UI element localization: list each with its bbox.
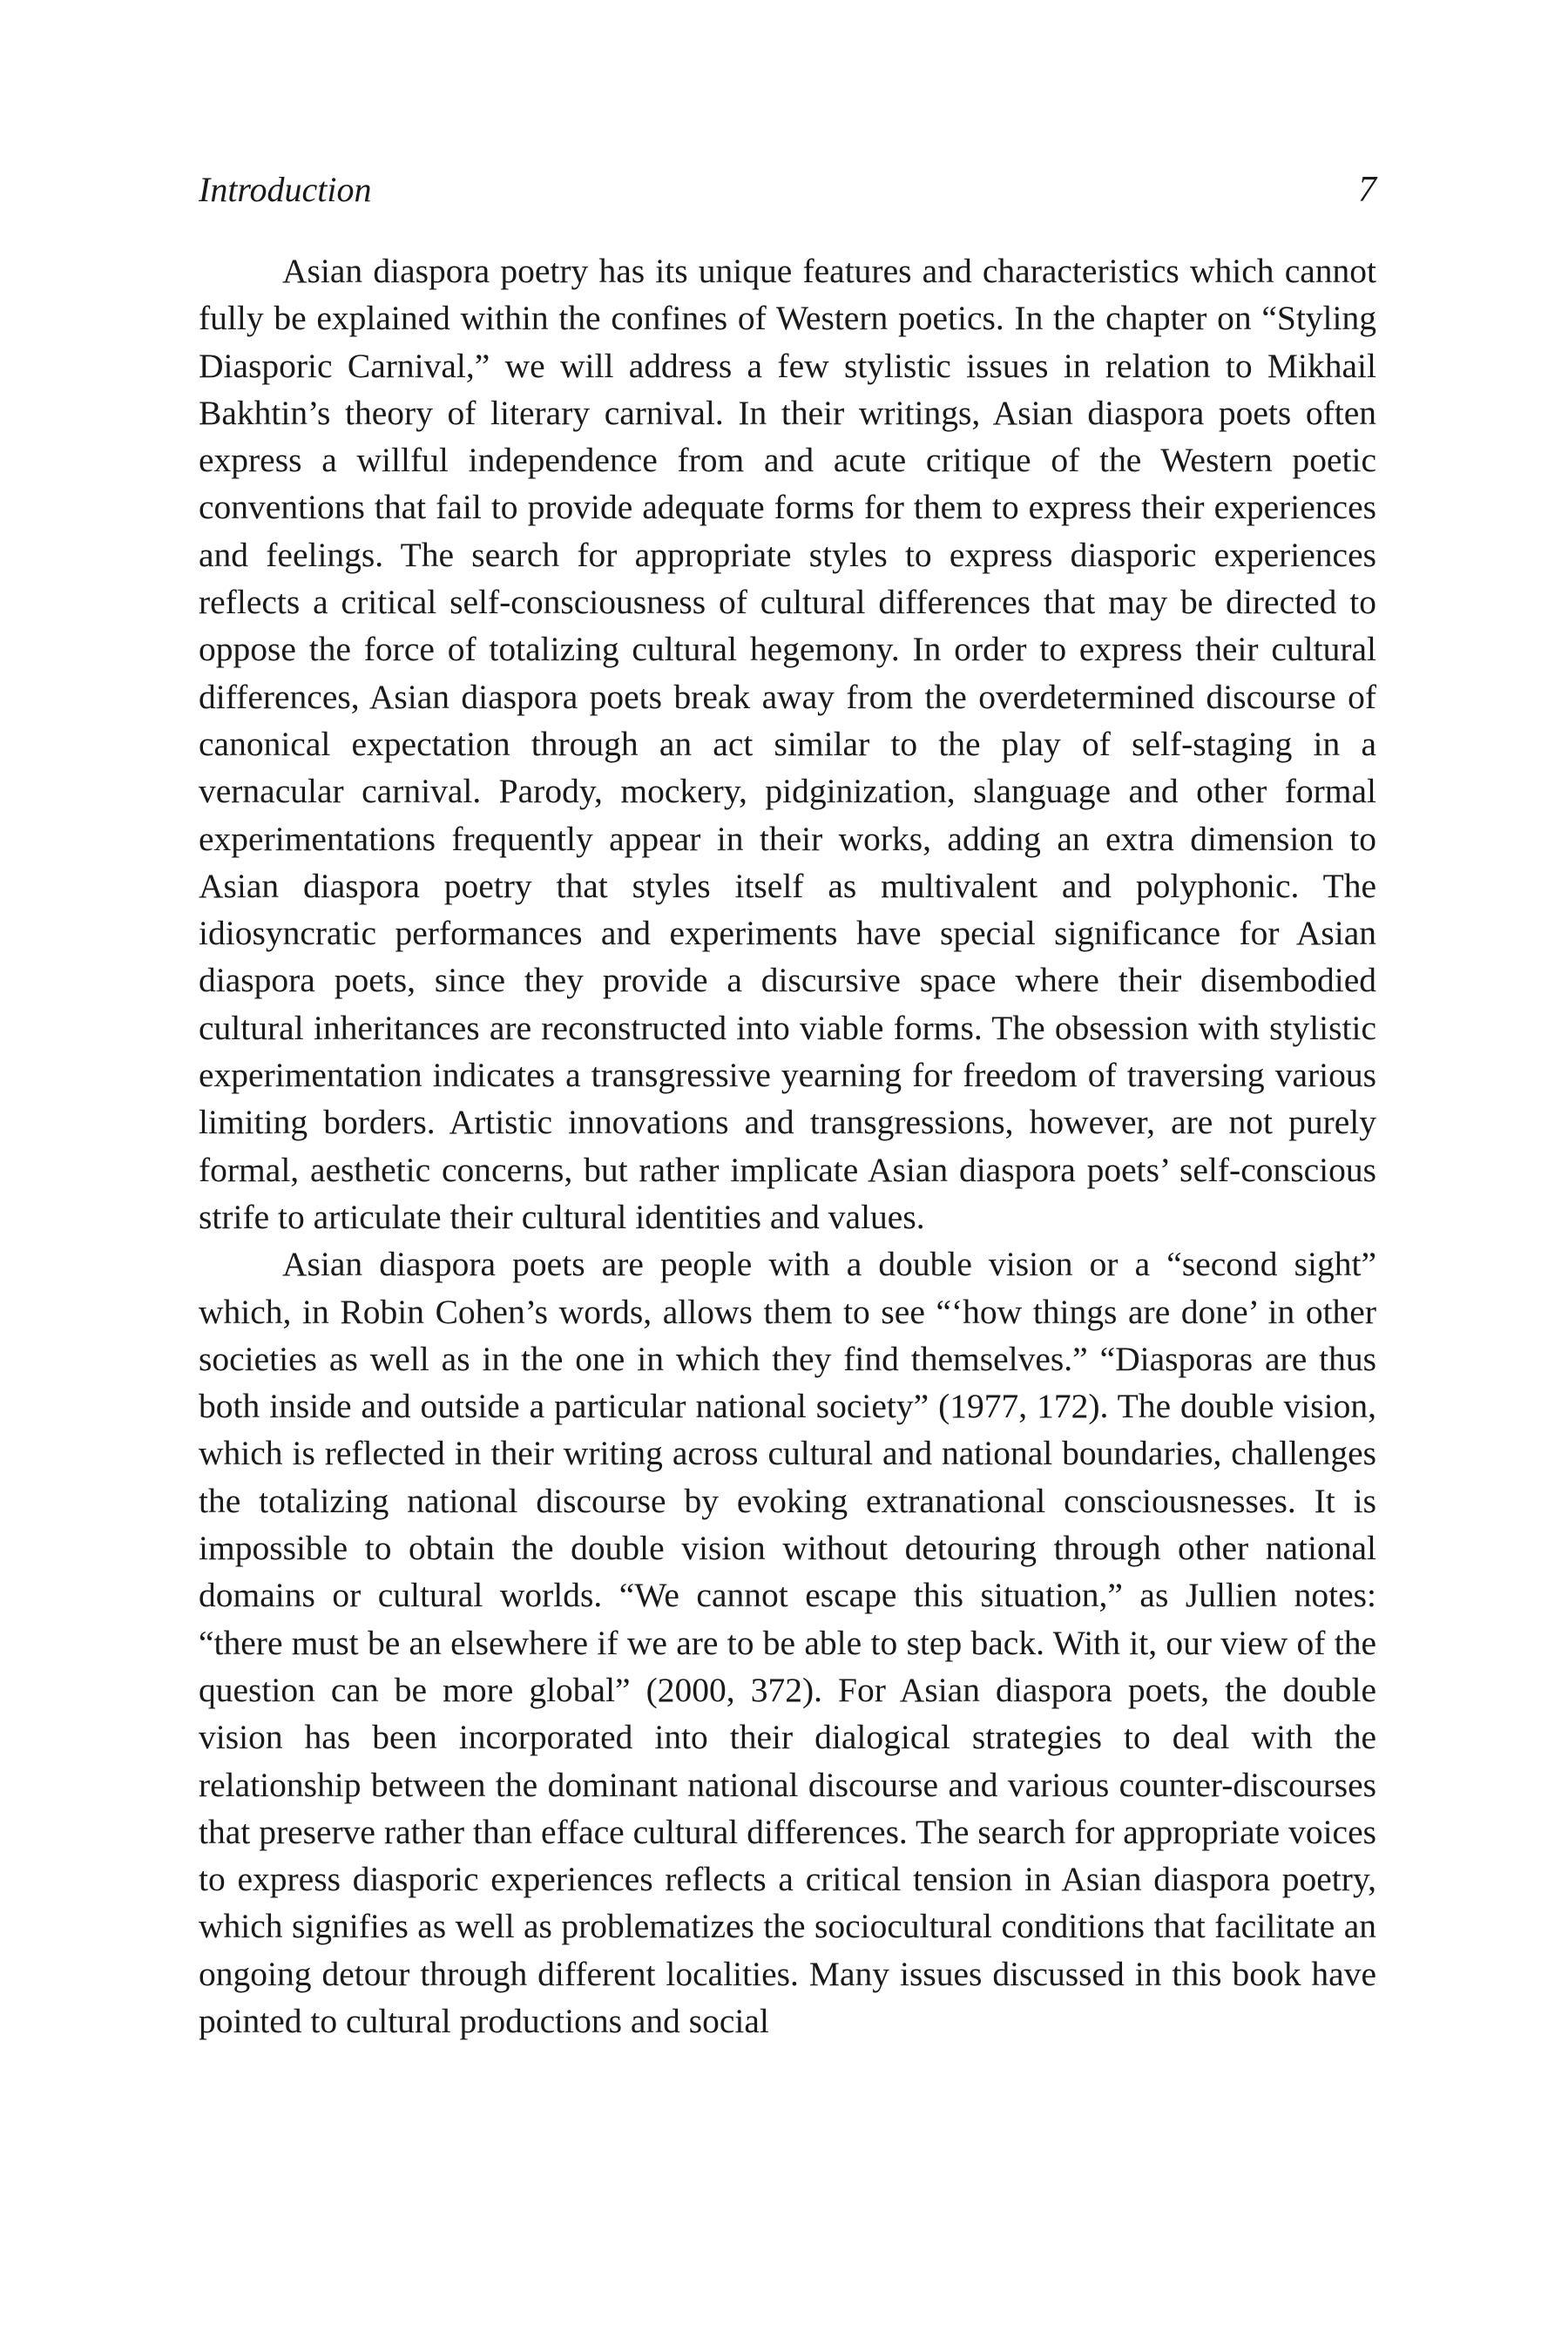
page-number: 7 [1358,170,1376,210]
book-page [199,166,1376,2044]
body-text [199,247,1376,2044]
running-head [199,166,1376,214]
running-head-title: Introduction [199,170,372,209]
paragraph-1: Asian diaspora poetry has its unique features and characteristics which cannot fully be explained within the confines of Western poetics. In the chapter on “Styling Diasporic Carnival,” we will address a few stylistic issues in relation to Mikhail Bakhtin’s theory of literary carnival. In their writings, Asian diaspora poets often express a willful independence from and acute critique of the Western poetic conventions that fail to provide adequate forms for them to express their experiences and feelings. The search for appropriate styles to express diasporic experiences reflects a critical self-consciousness of cultural differences that may be directed to oppose the force of totalizing cultural hegemony. In order to express their cultural differences, Asian diaspora poets break away from the overdetermined discourse of canonical expectation through an act similar to the play of self-staging in a vernacular carnival. Parody, mockery, pidginization, slanguage and other formal experimentations frequently appear in their works, adding an extra dimension to Asian diaspora poetry that styles itself as multivalent and polyphonic. The idiosyncratic performances and experiments have special significance for Asian diaspora poets, since they provide a discursive space where their disembodied cultural inheritances are reconstructed into viable forms. The obsession with stylistic experimentation indicates a transgressive yearning for freedom of traversing various limiting borders. Artistic innovations and transgressions, however, are not purely formal, aesthetic concerns, but rather implicate Asian diaspora poets’ self-conscious strife to articulate their cultural identities and values. [199,252,1376,1236]
paragraph-2: Asian diaspora poets are people with a double vision or a “second sight” which, in Robin Cohen’s words, allows them to see “‘how things are done’ in other societies as well as in the one in which they find themselves.” “Diasporas are thus both inside and outside a particular national society” (1977, 172). The double vision, which is reflected in their writing across cultural and national boundaries, challenges the totalizing national discourse by evoking extranational consciousnesses. It is impossible to obtain the double vision without detouring through other national domains or cultural worlds. “We cannot escape this situation,” as Jullien notes: “there must be an elsewhere if we are to be able to step back. With it, our view of the question can be more global” (2000, 372). For Asian diaspora poets, the double vision has been incorporated into their dialogical strategies to deal with the relationship between the dominant national discourse and various counter-discourses that preserve rather than efface cultural differences. The search for appropriate voices to express diasporic experiences reflects a critical tension in Asian diaspora poetry, which signifies as well as problematizes the sociocultural conditions that facilitate an ongoing detour through different localities. Many issues discussed in this book have pointed to cultural productions and social [199,1245,1376,2040]
